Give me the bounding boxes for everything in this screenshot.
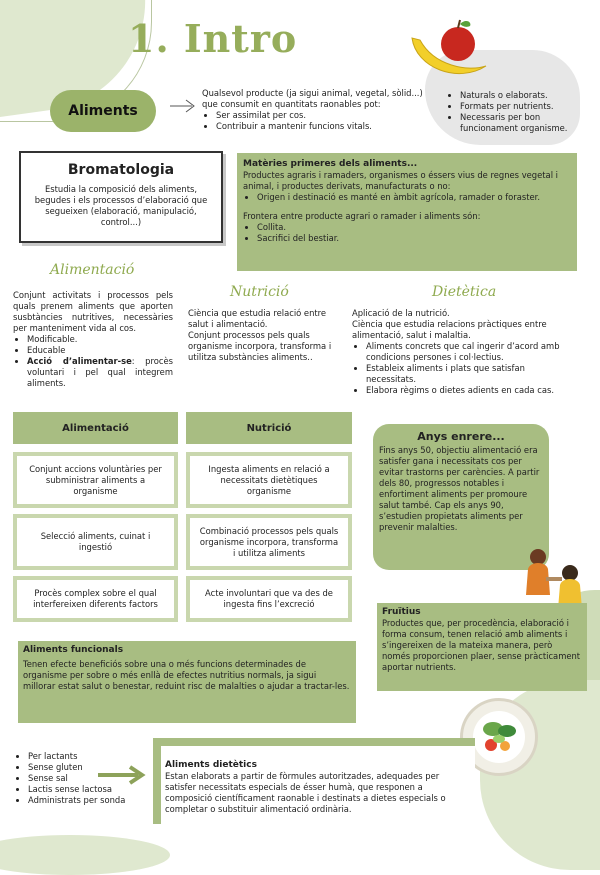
materies-title: Matèries primeres dels aliments... xyxy=(243,159,418,169)
dietetica-title: Dietètica xyxy=(432,284,497,300)
list-item: • Contribuir a mantenir funcions vitals. xyxy=(216,121,424,132)
list-item: • Collita. xyxy=(257,222,571,233)
table-cell: Combinació processos pels quals organisme incorpora, transforma i utilitza aliments xyxy=(186,514,352,570)
aliments-definition-text: Qualsevol producte (ja sigui animal, vegetal, sòlid...) que consumit en quantitats raonables pot: xyxy=(202,88,423,109)
arrow-right-icon xyxy=(96,764,148,786)
aliments-properties xyxy=(446,90,574,134)
anys-text: Fins anys 50, objectiu alimentació era satisfer gana i necessitats cos per evitar trastorns per carències. A partir dels 80, progressos notables i enfortiment aliments per promoure salut també. Cap els anys 90, s’estudien propietats aliments per prevenir malalties. xyxy=(379,445,540,532)
dietetica-section xyxy=(352,308,577,396)
list-item: • Sense sal xyxy=(28,773,144,784)
funcionals-text: Tenen efecte beneficiós sobre una o més funcions determinades de organisme per sobre o més enllà de efectes nutritius normals, ja sigui millorar estat salut o benestar, reduint risc de malalties o ajudar a tractar-les. xyxy=(23,659,350,691)
bromatologia-title: Bromatologia xyxy=(67,162,175,178)
list-item: • Elabora règims o dietes adients en cada cas. xyxy=(366,385,577,396)
funcionals-title: Aliments funcionals xyxy=(23,645,124,655)
materies-text: Productes agraris i ramaders, organismes o éssers vius de regnes vegetal i animal, i productes derivats, manufacturats o no: xyxy=(243,170,559,191)
alimentacio-title: Alimentació xyxy=(50,262,135,278)
fruitius-title: Fruïtius xyxy=(382,607,421,617)
list-item: • Estableix aliments i plats que satisfan necessitats. xyxy=(366,363,577,385)
list-item: • Educable xyxy=(27,345,173,356)
dietetica-text1: Aplicació de la nutrició. xyxy=(352,308,450,318)
list-item: • Necessaris per bon funcionament organisme. xyxy=(460,112,574,134)
materies-box xyxy=(237,153,577,271)
list-item: • Sacrifici del bestiar. xyxy=(257,233,571,244)
table-cell: Conjunt accions voluntàries per subministrar aliments a organisme xyxy=(13,452,178,508)
list-item: • Ser assimilat per cos. xyxy=(216,110,424,121)
apple-banana-icon xyxy=(408,18,488,80)
list-item: • Lactis sense lactosa xyxy=(28,784,144,795)
list-item: • Aliments concrets que cal ingerir d’acord amb condicions persones i col·lectius. xyxy=(366,341,577,363)
table-cell: Acte involuntari que va des de ingesta fins l’excreció xyxy=(186,576,352,622)
list-item xyxy=(27,356,173,389)
anys-title: Anys enrere... xyxy=(417,430,505,443)
dietetics-box xyxy=(153,738,475,824)
list-item: • Origen i destinació es manté en àmbit agrícola, ramader o foraster. xyxy=(257,192,571,203)
nutricio-text1: Ciència que estudia relació entre salut i alimentació. xyxy=(188,308,327,329)
list-item: • Modificable. xyxy=(27,334,173,345)
table-cell: Selecció aliments, cuinat i ingestió xyxy=(13,514,178,570)
list-item: • Formats per nutrients. xyxy=(460,101,574,112)
nutricio-title: Nutrició xyxy=(230,284,289,300)
dietetics-title: Aliments dietètics xyxy=(165,760,257,770)
nutricio-text2: Conjunt processos pels quals organisme incorpora, transforma i utilitza substàncies aliments.. xyxy=(188,330,332,362)
fruitius-box xyxy=(377,603,587,691)
decorative-blob xyxy=(0,835,170,875)
fruitius-text: Productes que, per procedència, elaboració i forma consum, tenen relació amb aliments i s’ingereixen de la mateixa manera, però només proporcionen plaer, sense pràcticament aportar nutrients. xyxy=(382,618,581,672)
page-title: 1. Intro xyxy=(128,16,298,61)
dietetics-text: Estan elaborats a partir de fòrmules autoritzades, adequades per satisfer necessitats especials de ésser humà, que responen a composició científicament raonable i destinats a dietes especials o completar o substituir alimentació ordinària. xyxy=(165,771,446,814)
alimentacio-bold: Acció d’alimentar-se xyxy=(27,356,132,366)
aliments-definition xyxy=(202,88,424,132)
dietetica-text2: Ciència que estudia relacions pràctiques entre alimentació, salut i malaltia. xyxy=(352,319,547,340)
alimentacio-bold-rest: : procès voluntari i pel qual integrem aliments. xyxy=(27,356,173,388)
list-item: • Administrats per sonda xyxy=(28,795,144,806)
table-header: Nutrició xyxy=(186,412,352,444)
table-header: Alimentació xyxy=(13,412,178,444)
table-cell: Ingesta aliments en relació a necessitats dietètiques organisme xyxy=(186,452,352,508)
nutricio-section xyxy=(188,308,343,363)
list-item: • Naturals o elaborats. xyxy=(460,90,574,101)
aliments-pill: Aliments xyxy=(50,90,156,132)
materies-frontera: Frontera entre producte agrari o ramader i aliments són: xyxy=(243,211,481,221)
bromatologia-box xyxy=(19,151,223,243)
list-item: • Per lactants xyxy=(28,751,144,762)
table-cell: Procès complex sobre el qual interfereixen diferents factors xyxy=(13,576,178,622)
bromatologia-text: Estudia la composició dels aliments, begudes i els processos d’elaboració que segueixen (elaboració, manipulació, control...) xyxy=(34,184,208,227)
funcionals-box xyxy=(18,641,356,723)
alimentacio-section xyxy=(13,290,173,389)
list-item: • Sense gluten xyxy=(28,762,144,773)
arrow-right-icon xyxy=(170,96,200,116)
alimentacio-text: Conjunt activitats i processos pels quals prenem aliments que aporten susbtàncies nutritives, necessàries per manteniment vida al cos. xyxy=(13,290,173,333)
